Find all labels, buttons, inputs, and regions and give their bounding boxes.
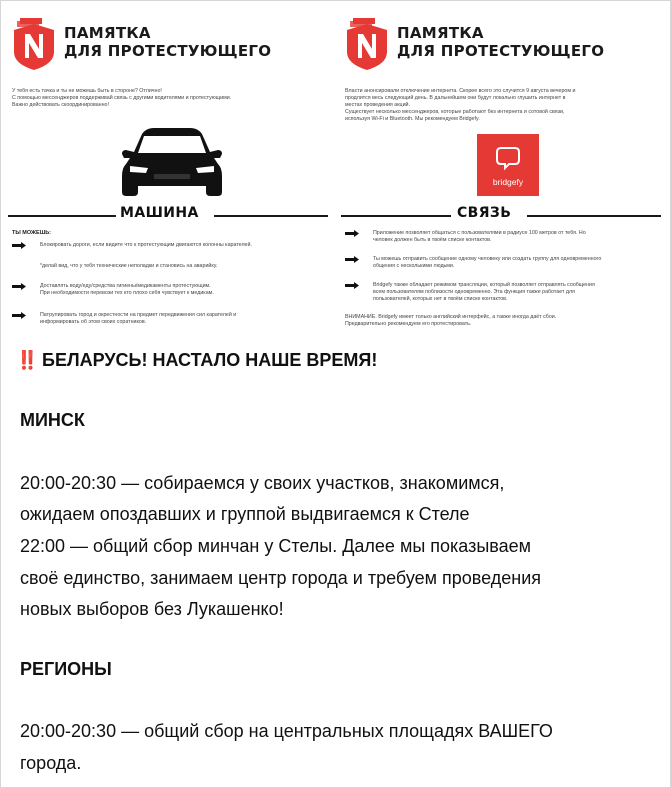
- memo-title-line1: ПАМЯТКА: [397, 24, 484, 42]
- intro-line: Важно действовать скоординированно!: [12, 102, 109, 108]
- nexta-logo-icon: [347, 18, 387, 70]
- memo-title-line2: ДЛЯ ПРОТЕСТУЮЩЕГО: [397, 42, 605, 60]
- memo-intro: [12, 88, 312, 109]
- intro-line: продлится весь следующий день. В дальнейшем они будут локально глушить интернет в: [345, 95, 566, 101]
- memo-car-panel: [8, 8, 328, 336]
- bridgefy-label: bridgefy: [492, 177, 524, 187]
- minsk-line: ожидаем опоздавших и группой выдвигаемся к Стеле: [20, 504, 470, 524]
- arrow-right-icon: [345, 230, 359, 237]
- regions-line: 20:00-20:30 — общий сбор на центральных площадях ВАШЕГО: [20, 721, 553, 741]
- note-text: *делай вид, что у тебя технические неполадки и становись на аварийку.: [40, 263, 218, 269]
- section-title-communication: СВЯЗЬ: [453, 205, 515, 221]
- item-text: Приложение позволяет общаться с пользователями в радиусе 100 метров от тебя. Но: [373, 230, 586, 236]
- car-icon: [120, 126, 224, 198]
- arrow-right-icon: [345, 282, 359, 289]
- item-text: Bridgefy также обладает режимом трансляции, который позволяет отправлять сообщения: [373, 282, 595, 288]
- memo-title-line1: ПАМЯТКА: [64, 24, 151, 42]
- item-text: информировать об этом своих соратников.: [40, 319, 147, 325]
- can-label: ТЫ МОЖЕШЬ:: [12, 230, 52, 236]
- arrow-right-icon: [12, 242, 26, 249]
- arrow-right-icon: [12, 283, 26, 290]
- item-text: всем пользователям поблизости одновременно. Эта функция также работает для: [373, 289, 575, 295]
- item-text: При необходимости перевози тех кто плохо себя чувствует к медикам.: [40, 290, 214, 296]
- infographic-image: [8, 8, 663, 336]
- item-text: Патрулировать город и окрестности на предмет передвижения сил карателей и: [40, 312, 237, 318]
- post-headline: БЕЛАРУСЬ! НАСТАЛО НАШЕ ВРЕМЯ!: [42, 350, 378, 370]
- item-text: Блокировать дороги, если видите что к протестующим двигаются колонны карателей.: [40, 242, 252, 248]
- section-divider: [527, 215, 661, 217]
- intro-line: Власти анонсировали отключение интернета. Скорее всего это случится 9 августа вечером и: [345, 88, 576, 94]
- minsk-line: новых выборов без Лукашенко!: [20, 599, 284, 619]
- memo-title: [64, 24, 271, 60]
- arrow-right-icon: [12, 312, 26, 319]
- bridgefy-app-logo: [477, 134, 539, 196]
- minsk-heading: МИНСК: [20, 410, 85, 430]
- intro-line: У тебя есть тачка и ты не можешь быть в стороне? Отлично!: [12, 88, 162, 94]
- item-text: общения с несколькими людьми.: [373, 263, 455, 269]
- regions-line: города.: [20, 753, 82, 773]
- warning-text: ВНИМАНИЕ. Bridgefy имеет только английский интерфейс, а также иногда даёт сбои.: [345, 314, 557, 320]
- double-exclamation-icon: ‼️: [16, 350, 39, 370]
- memo-warning: [345, 314, 655, 328]
- intro-line: используя Wi-Fi и Bluetooth. Мы рекомендуем Bridgefy.: [345, 116, 480, 122]
- intro-line: С помощью мессенджеров поддерживай связь с другими водителями и протестующими.: [12, 95, 232, 101]
- section-title-car: МАШИНА: [116, 205, 203, 221]
- item-text: пользователей, которых нет в твоём списке контактов.: [373, 296, 508, 302]
- regions-heading: РЕГИОНЫ: [20, 659, 112, 679]
- minsk-line: 22:00 — общий сбор минчан у Стелы. Далее мы показываем: [20, 536, 532, 556]
- arrow-right-icon: [345, 256, 359, 263]
- section-divider: [8, 215, 116, 217]
- section-divider: [341, 215, 451, 217]
- memo-title: [397, 24, 604, 60]
- minsk-line: 20:00-20:30 — собираемся у своих участков, знакомимся,: [20, 473, 505, 493]
- nexta-logo-icon: [14, 18, 54, 70]
- intro-line: местах проведения акций.: [345, 102, 410, 108]
- minsk-line: своё единство, занимаем центр города и требуем проведения: [20, 568, 541, 588]
- item-text: Доставлять воду/еду/средства гигиены/медикаменты протестующим.: [40, 283, 211, 289]
- item-text: человек должен быть в твоём списке контактов.: [373, 237, 492, 243]
- memo-note: [40, 263, 310, 270]
- intro-line: Существует несколько мессенджеров, которые работают без интернета и сотовой связи,: [345, 109, 565, 115]
- section-divider: [214, 215, 328, 217]
- memo-communication-panel: [341, 8, 661, 336]
- item-text: Ты можешь отправить сообщение одному человеку или создать группу для одновременного: [373, 256, 602, 262]
- warning-text: Предварительно рекомендуем его протестировать.: [345, 321, 472, 327]
- memo-intro: [345, 88, 645, 123]
- memo-title-line2: ДЛЯ ПРОТЕСТУЮЩЕГО: [64, 42, 272, 60]
